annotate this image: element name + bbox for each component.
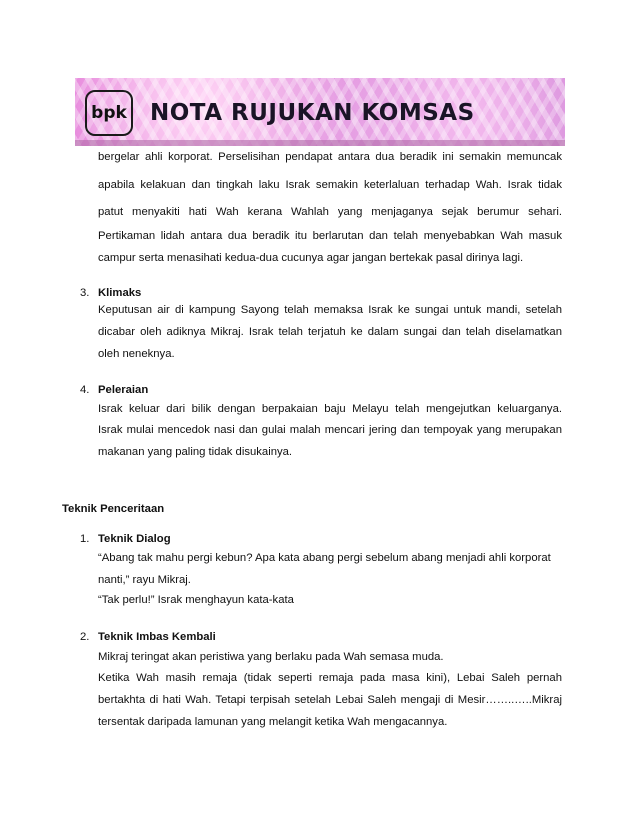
list-number: 2.: [80, 631, 90, 643]
intro-line: patut menyakiti hati Wah kerana Wahlah yang menjaganya sejak berumur sehari.: [98, 206, 562, 218]
section-title: Teknik Penceritaan: [62, 503, 165, 515]
intro-line: Pertikaman lidah antara dua beradik itu berlarutan dan telah menyebabkan Wah masuk: [98, 230, 562, 242]
paragraph-line: makanan yang paling tidak disukainya.: [98, 446, 293, 458]
paragraph-line: “Abang tak mahu pergi kebun? Apa kata abang pergi sebelum abang menjadi ahli korporat: [98, 552, 551, 564]
intro-line: apabila kelakuan dan tingkah laku Israk semakin keterlaluan terhadap Wah. Israk tidak: [98, 179, 562, 191]
paragraph-line: bertakhta di hati Wah. Tetapi terpisah setelah Lebai Saleh mengaji di Mesir……..…..Mikraj: [98, 694, 562, 706]
paragraph-line: Keputusan air di kampung Sayong telah memaksa Israk ke sungai untuk mandi, setelah: [98, 304, 562, 316]
paragraph-line: Ketika Wah masih remaja (tidak seperti remaja pada masa kini), Lebai Saleh pernah: [98, 672, 562, 684]
banner-title: NOTA RUJUKAN KOMSAS: [150, 100, 475, 126]
bpk-logo: bpk: [85, 90, 133, 136]
list-number: 3.: [80, 287, 90, 299]
section-heading: Klimaks: [98, 287, 142, 299]
paragraph-line: nanti,” rayu Mikraj.: [98, 574, 191, 586]
list-number: 4.: [80, 384, 90, 396]
list-number: 1.: [80, 533, 90, 545]
banner-strip: [75, 140, 565, 146]
paragraph-line: Israk keluar dari bilik dengan berpakaian baju Melayu telah mengejutkan keluarganya.: [98, 403, 562, 415]
header-banner: [75, 78, 565, 146]
paragraph-line: oleh neneknya.: [98, 348, 175, 360]
section-heading: Peleraian: [98, 384, 149, 396]
intro-line: campur serta menasihati kedua-dua cucunya agar jangan bertekak pasal dirinya lagi.: [98, 252, 524, 264]
paragraph-line: tersentak daripada lamunan yang melangit ketika Wah mengacannya.: [98, 716, 448, 728]
paragraph-line: Israk mulai mencedok nasi dan gulai malah mencari jering dan tempoyak yang merupakan: [98, 424, 562, 436]
section-heading: Teknik Dialog: [98, 533, 171, 545]
paragraph-line: dicabar oleh adiknya Mikraj. Israk telah terjatuh ke dalam sungai dan telah diselamatkan: [98, 326, 562, 338]
paragraph-line: Mikraj teringat akan peristiwa yang berlaku pada Wah semasa muda.: [98, 651, 444, 663]
section-heading: Teknik Imbas Kembali: [98, 631, 216, 643]
intro-line: bergelar ahli korporat. Perselisihan pendapat antara dua beradik ini semakin memuncak: [98, 151, 562, 163]
paragraph-line: “Tak perlu!” Israk menghayun kata-kata: [98, 594, 294, 606]
